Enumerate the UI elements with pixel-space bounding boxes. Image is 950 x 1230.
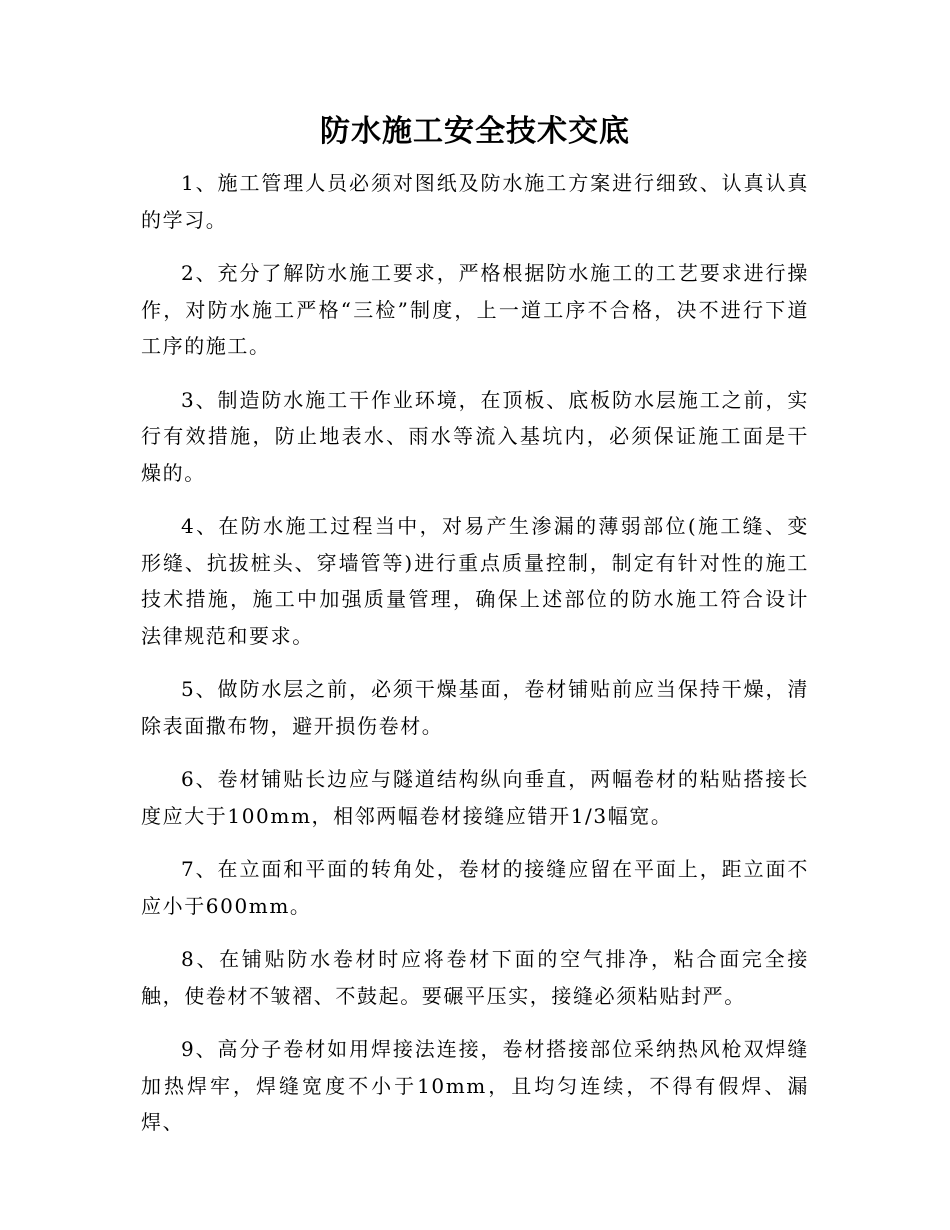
paragraph-5: 5、做防水层之前，必须干燥基面，卷材铺贴前应当保持干燥，清除表面撒布物，避开损伤卷材。: [141, 677, 809, 738]
paragraph-2: 2、充分了解防水施工要求，严格根据防水施工的工艺要求进行操作，对防水施工严格“三检”制度，上一道工序不合格，决不进行下道工序的施工。: [141, 261, 809, 358]
paragraph-3: 3、制造防水施工干作业环境，在顶板、底板防水层施工之前，实行有效措施，防止地表水、雨水等流入基坑内，必须保证施工面是干燥的。: [141, 387, 809, 485]
paragraph-4: 4、在防水施工过程当中，对易产生渗漏的薄弱部位(施工缝、变形缝、抗拔桩头、穿墙管等)进行重点质量控制，制定有针对性的施工技术措施，施工中加强质量管理，确保上述部位的防水施工符合设计法律规范和要求。: [141, 514, 809, 648]
document-body: [141, 165, 809, 1158]
paragraph-9: 9、高分子卷材如用焊接法连接，卷材搭接部位采纳热风枪双焊缝加热焊牢，焊缝宽度不小于10mm，且均匀连续，不得有假焊、漏焊、: [141, 1037, 809, 1134]
paragraph-7: 7、在立面和平面的转角处，卷材的接缝应留在平面上，距立面不应小于600mm。: [141, 857, 809, 918]
page-title: 防水施工安全技术交底: [320, 114, 630, 149]
paragraph-1: 1、施工管理人员必须对图纸及防水施工方案进行细致、认真认真的学习。: [141, 171, 809, 232]
paragraph-8: 8、在铺贴防水卷材时应将卷材下面的空气排净，粘合面完全接触，使卷材不皱褶、不鼓起。要碾平压实，接缝必须粘贴封严。: [141, 947, 809, 1008]
paragraph-6: 6、卷材铺贴长边应与隧道结构纵向垂直，两幅卷材的粘贴搭接长度应大于100mm，相邻两幅卷材接缝应错开1/3幅宽。: [141, 767, 809, 828]
